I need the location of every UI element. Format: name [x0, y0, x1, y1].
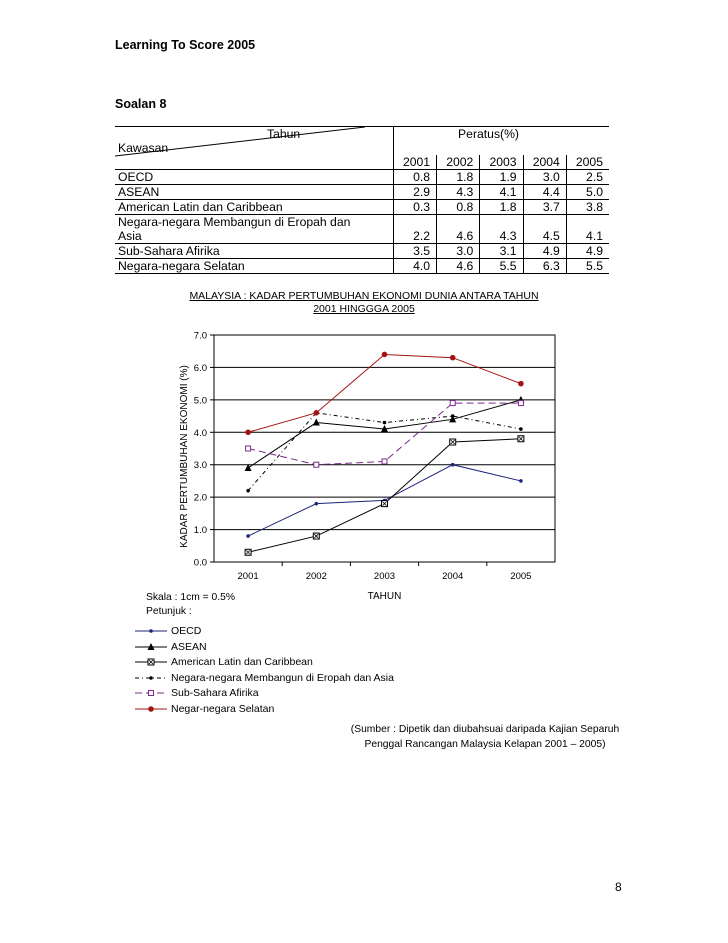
- table-cell: 4.0: [393, 259, 436, 274]
- page-number: 8: [615, 880, 622, 894]
- source-note: [340, 722, 630, 752]
- legend-label: Sub-Sahara Afirika: [171, 687, 259, 699]
- data-point: [383, 421, 387, 425]
- data-point: [451, 414, 455, 418]
- data-point: [519, 427, 523, 431]
- table-year-header: 2004: [523, 155, 566, 170]
- table-row-label: ASEAN: [115, 185, 393, 200]
- table-cell: 1.8: [437, 170, 480, 185]
- y-tick-label: 1.0: [193, 525, 207, 537]
- data-point: [450, 401, 455, 406]
- y-tick-label: 3.0: [193, 460, 207, 472]
- table-row-label: Sub-Sahara Afirika: [115, 244, 393, 259]
- table-year-header: 2001: [393, 155, 436, 170]
- data-point: [314, 410, 320, 416]
- table-group-header: Peratus(%): [393, 127, 609, 156]
- y-tick-label: 0.0: [193, 557, 207, 569]
- table-row-label: OECD: [115, 170, 393, 185]
- table-year-header: 2005: [566, 155, 609, 170]
- legend-swatch: [135, 640, 169, 654]
- source-line-2: Penggal Rancangan Malaysia Kelapan 2001 – 2005): [364, 739, 606, 750]
- y-tick-label: 6.0: [193, 362, 207, 374]
- legend-heading: Petunjuk :: [146, 606, 192, 617]
- table-cell: 0.8: [393, 170, 436, 185]
- legend-label: OECD: [171, 625, 202, 637]
- y-tick-label: 7.0: [193, 330, 207, 342]
- y-tick-label: 4.0: [193, 427, 207, 439]
- table-year-header: 2003: [480, 155, 523, 170]
- table-cell: 4.4: [523, 185, 566, 200]
- table-cell: 4.5: [523, 215, 566, 244]
- legend-label: Negar-negara Selatan: [171, 702, 275, 715]
- page-header: Learning To Score 2005: [115, 38, 256, 52]
- table-cell: 4.9: [523, 244, 566, 259]
- table-cell: 4.6: [437, 215, 480, 244]
- legend-label: ASEAN: [171, 640, 207, 653]
- table-cell: 4.1: [480, 185, 523, 200]
- legend-swatch: [135, 671, 169, 685]
- y-tick-label: 5.0: [193, 395, 207, 407]
- table-row-header-label: Kawasan: [118, 141, 169, 155]
- table-year-header: 2002: [437, 155, 480, 170]
- table-col-header-label: Tahun: [267, 127, 301, 141]
- data-point: [315, 502, 319, 506]
- x-tick-label: 2004: [442, 571, 464, 582]
- table-cell: 4.9: [566, 244, 609, 259]
- table-cell: 0.3: [393, 200, 436, 215]
- scale-note: Skala : 1cm = 0.5%: [146, 592, 235, 603]
- table-cell: 3.0: [437, 244, 480, 259]
- chart-title-line1: MALAYSIA : KADAR PERTUMBUHAN EKONOMI DUNIA ANTARA TAHUN: [189, 290, 539, 302]
- table-cell: 4.6: [437, 259, 480, 274]
- table-cell: 5.0: [566, 185, 609, 200]
- data-point: [246, 489, 250, 493]
- x-tick-label: 2003: [373, 571, 396, 582]
- legend-swatch: [135, 702, 169, 716]
- y-tick-label: 2.0: [193, 492, 207, 504]
- legend-label: American Latin dan Caribbean: [171, 656, 313, 668]
- table-cell: 3.7: [523, 200, 566, 215]
- table-cell: 2.9: [393, 185, 436, 200]
- data-point: [245, 429, 251, 435]
- table-cell: 3.8: [566, 200, 609, 215]
- table-cell: 4.3: [480, 215, 523, 244]
- data-point: [314, 462, 319, 467]
- table-cell: 2.5: [566, 170, 609, 185]
- data-point: [382, 459, 387, 464]
- x-tick-label: 2001: [237, 571, 259, 582]
- data-point: [519, 479, 523, 483]
- data-point: [450, 355, 456, 361]
- source-line-1: (Sumber : Dipetik dan diubahsuai daripada Kajian Separuh: [350, 724, 620, 735]
- table-cell: 5.5: [566, 259, 609, 274]
- x-axis-label: TAHUN: [367, 591, 402, 602]
- table-row-label: Negara-negara Selatan: [115, 259, 393, 274]
- table-cell: 4.1: [566, 215, 609, 244]
- data-point: [518, 381, 524, 387]
- legend-label: Negara-negara Membangun di Eropah dan Asia: [171, 671, 394, 684]
- x-tick-label: 2005: [510, 571, 532, 582]
- data-point: [451, 463, 455, 467]
- data-point: [246, 446, 251, 451]
- table-cell: 6.3: [523, 259, 566, 274]
- data-point: [246, 534, 250, 538]
- table-cell: 4.3: [437, 185, 480, 200]
- question-label: Soalan 8: [115, 97, 167, 111]
- table-cell: 3.0: [523, 170, 566, 185]
- table-cell: 0.8: [437, 200, 480, 215]
- table-cell: 3.1: [480, 244, 523, 259]
- chart-title-line2: 2001 HINGGGA 2005: [313, 303, 415, 315]
- x-tick-label: 2002: [305, 571, 327, 582]
- table-cell: 1.8: [480, 200, 523, 215]
- table-cell: 1.9: [480, 170, 523, 185]
- table-row-label: American Latin dan Caribbean: [115, 200, 393, 215]
- table-cell: 3.5: [393, 244, 436, 259]
- data-point: [518, 401, 523, 406]
- legend-swatch: [135, 624, 169, 638]
- y-axis-label: KADAR PERTUMBUHAN EKONOMI (%): [179, 365, 190, 548]
- table-row-label-line1: Negara-negara Membangun di Eropah dan: [118, 215, 351, 229]
- table-cell: 2.2: [393, 215, 436, 244]
- table-cell: 5.5: [480, 259, 523, 274]
- legend-swatch: [135, 686, 169, 700]
- legend-swatch: [135, 655, 169, 669]
- table-row-label-line2: Asia: [118, 229, 142, 243]
- data-point: [382, 352, 388, 358]
